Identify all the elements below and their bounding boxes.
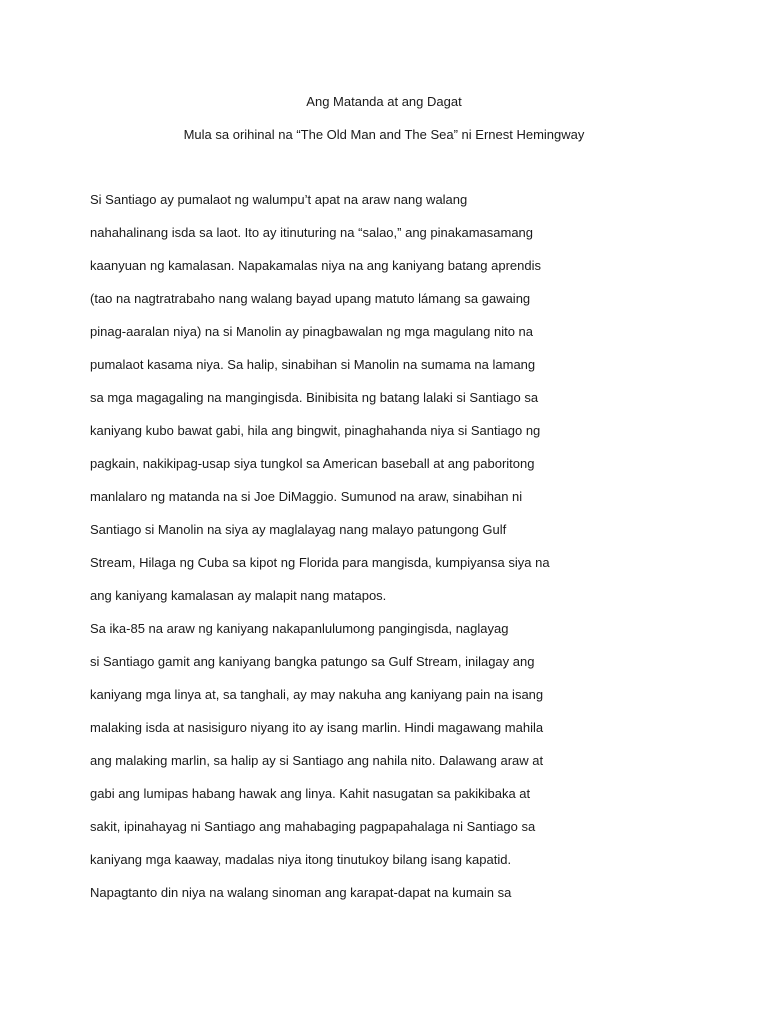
text-line: sa mga magagaling na mangingisda. Binibisita ng batang lalaki si Santiago sa — [90, 390, 539, 405]
text-line: Santiago si Manolin na siya ay maglalayag nang malayo patungong Gulf — [90, 522, 507, 537]
text-line: pagkain, nakikipag-usap siya tungkol sa American baseball at ang paboritong — [90, 456, 535, 471]
text-line: Si Santiago ay pumalaot ng walumpu’t apat na araw nang walang — [90, 192, 468, 207]
text-line: ang malaking marlin, sa halip ay si Santiago ang nahila nito. Dalawang araw at — [90, 753, 544, 768]
text-line: kaniyang mga kaaway, madalas niya itong tinutukoy bilang isang kapatid. — [90, 852, 512, 867]
text-line: si Santiago gamit ang kaniyang bangka patungo sa Gulf Stream, inilagay ang — [90, 654, 535, 669]
text-line: malaking isda at nasisiguro niyang ito ay isang marlin. Hindi magawang mahila — [90, 720, 544, 735]
text-line: (tao na nagtratrabaho nang walang bayad upang matuto lámang sa gawaing — [90, 291, 531, 306]
text-line: pumalaot kasama niya. Sa halip, sinabihan si Manolin na sumama na lamang — [90, 357, 536, 372]
text-line: Stream, Hilaga ng Cuba sa kipot ng Florida para mangisda, kumpiyansa siya na — [90, 555, 550, 570]
text-line: nahahalinang isda sa laot. Ito ay itinuturing na “salao,” ang pinakamasamang — [90, 225, 534, 240]
document-title: Ang Matanda at ang Dagat — [306, 94, 462, 109]
text-line: sakit, ipinahayag ni Santiago ang mahabaging pagpapahalaga ni Santiago sa — [90, 819, 536, 834]
text-line: manlalaro ng matanda na si Joe DiMaggio. Sumunod na araw, sinabihan ni — [90, 489, 523, 504]
text-line: kaniyang mga linya at, sa tanghali, ay may nakuha ang kaniyang pain na isang — [90, 687, 544, 702]
text-line: gabi ang lumipas habang hawak ang linya. Kahit nasugatan sa pakikibaka at — [90, 786, 531, 801]
text-line: Sa ika-85 na araw ng kaniyang nakapanlulumong pangingisda, naglayag — [90, 621, 509, 636]
document-subtitle: Mula sa orihinal na “The Old Man and The Sea” ni Ernest Hemingway — [183, 127, 585, 142]
body-text — [90, 192, 560, 918]
text-line: kaanyuan ng kamalasan. Napakamalas niya na ang kaniyang batang aprendis — [90, 258, 541, 273]
text-line: ang kaniyang kamalasan ay malapit nang matapos. — [90, 588, 387, 603]
text-line: pinag-aaralan niya) na si Manolin ay pinagbawalan ng mga magulang nito na — [90, 324, 534, 339]
text-line: Napagtanto din niya na walang sinoman ang karapat-dapat na kumain sa — [90, 885, 512, 900]
text-line: kaniyang kubo bawat gabi, hila ang bingwit, pinaghahanda niya si Santiago ng — [90, 423, 541, 438]
